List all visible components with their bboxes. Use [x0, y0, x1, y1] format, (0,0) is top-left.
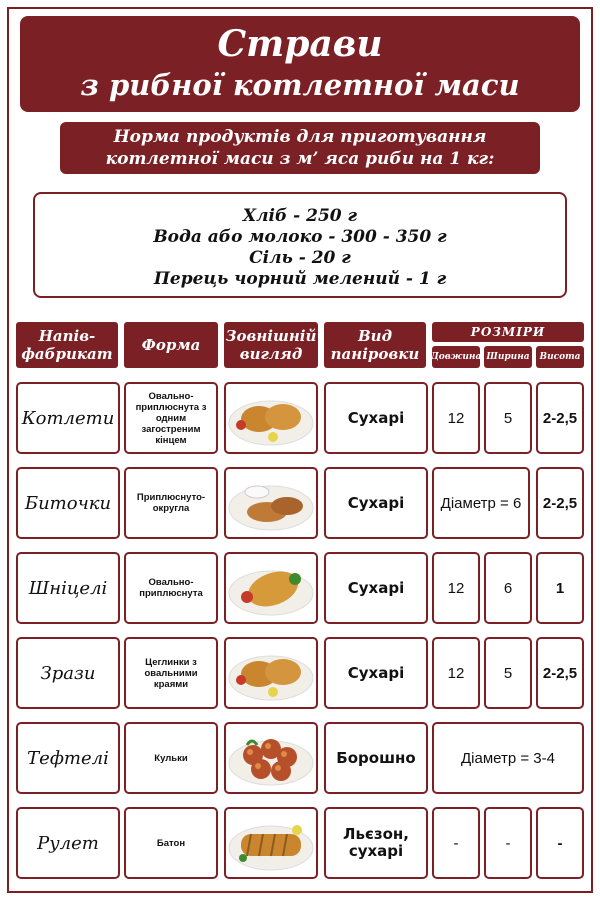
row-5-image — [224, 722, 318, 794]
row-4-height — [536, 637, 584, 709]
row-4-width — [484, 637, 532, 709]
row-3-form-text: Овально-приплюснута — [139, 577, 203, 599]
row-3-breading-text: Сухарі — [347, 578, 405, 597]
row-1-length — [432, 382, 480, 454]
row-4-image — [224, 637, 318, 709]
row-3-length-text: 12 — [447, 579, 465, 597]
row-3-name — [16, 552, 120, 624]
row-6-name-text: Рулет — [37, 832, 99, 854]
row-6-form — [124, 807, 218, 879]
roulade-photo — [227, 812, 315, 874]
norma-banner — [60, 122, 540, 174]
row-5-name-text: Тефтелі — [27, 747, 109, 769]
row-5-name — [16, 722, 120, 794]
row-6-length — [432, 807, 480, 879]
row-1-name — [16, 382, 120, 454]
row-2-form-text: Приплюснуто-округла — [136, 492, 206, 514]
row-2-diameter — [432, 467, 530, 539]
row-6-length-text: - — [453, 834, 459, 852]
header-sizes: РОЗМІРИ — [432, 322, 584, 342]
row-5-form — [124, 722, 218, 794]
row-6-width-text: - — [505, 834, 511, 852]
row-5-form-text: Кульки — [154, 752, 188, 764]
header-height: Висота — [536, 346, 584, 368]
row-1-width — [484, 382, 532, 454]
header-product: Напів-фабрикат — [16, 322, 118, 368]
row-3-form — [124, 552, 218, 624]
row-2-form — [124, 467, 218, 539]
header-length: Довжина — [432, 346, 480, 368]
row-6-form-text: Батон — [156, 837, 186, 849]
row-4-length-text: 12 — [447, 664, 465, 682]
row-6-breading — [324, 807, 428, 879]
title-line-1: Страви — [217, 23, 383, 65]
ingredient-salt: Сіль - 20 г — [249, 248, 351, 268]
row-4-length — [432, 637, 480, 709]
zrazy-photo — [227, 642, 315, 704]
row-2-height — [536, 467, 584, 539]
title-line-2: з рибної котлетної маси — [80, 68, 520, 102]
row-3-breading — [324, 552, 428, 624]
row-3-height — [536, 552, 584, 624]
ingredient-pepper: Перець чорний мелений - 1 г — [153, 269, 447, 289]
row-4-form — [124, 637, 218, 709]
row-3-width — [484, 552, 532, 624]
row-1-width-text: 5 — [503, 409, 513, 427]
row-6-width — [484, 807, 532, 879]
row-4-form-text: Цеглинки з овальними краями — [144, 656, 198, 690]
row-3-name-text: Шніцелі — [28, 577, 108, 599]
row-2-height-text: 2-2,5 — [542, 494, 578, 512]
norma-line-2: котлетної маси з м’ яса риби на 1 кг: — [105, 149, 495, 169]
row-3-width-text: 6 — [503, 579, 513, 597]
row-2-name-text: Биточки — [24, 492, 112, 514]
row-2-image — [224, 467, 318, 539]
row-1-height — [536, 382, 584, 454]
header-width: Ширина — [484, 346, 532, 368]
row-6-height — [536, 807, 584, 879]
patties-photo — [227, 472, 315, 534]
row-2-name — [16, 467, 120, 539]
row-2-breading — [324, 467, 428, 539]
row-3-image — [224, 552, 318, 624]
row-4-breading — [324, 637, 428, 709]
norma-line-1: Норма продуктів для приготування — [113, 127, 487, 147]
meatballs-photo — [227, 727, 315, 789]
title-banner — [20, 16, 580, 112]
row-4-name — [16, 637, 120, 709]
ingredient-bread: Хліб - 250 г — [242, 206, 358, 226]
header-form: Форма — [124, 322, 218, 368]
row-2-diameter-text: Діаметр = 6 — [440, 494, 522, 512]
row-1-name-text: Котлети — [21, 407, 115, 429]
row-1-breading-text: Сухарі — [347, 408, 405, 427]
header-breading: Вид паніровки — [324, 322, 426, 368]
row-1-image — [224, 382, 318, 454]
row-4-height-text: 2-2,5 — [542, 664, 578, 682]
row-1-form — [124, 382, 218, 454]
header-look: Зовнішній вигляд — [224, 322, 318, 368]
row-4-width-text: 5 — [503, 664, 513, 682]
row-1-breading — [324, 382, 428, 454]
row-5-diameter-text: Діаметр = 3-4 — [461, 749, 555, 767]
row-6-breading-text: Льєзон, сухарі — [343, 825, 409, 860]
row-3-height-text: 1 — [555, 579, 565, 597]
schnitzel-photo — [227, 557, 315, 619]
row-2-breading-text: Сухарі — [347, 493, 405, 512]
row-1-length-text: 12 — [447, 409, 465, 427]
row-6-name — [16, 807, 120, 879]
row-1-form-text: Овально-приплюснута з одним загостреним кінцем — [135, 390, 207, 446]
ingredients-box — [33, 192, 567, 298]
row-3-length — [432, 552, 480, 624]
row-6-image — [224, 807, 318, 879]
row-6-height-text: - — [557, 834, 563, 852]
row-5-diameter — [432, 722, 584, 794]
ingredient-water: Вода або молоко - 300 - 350 г — [153, 227, 447, 247]
row-1-height-text: 2-2,5 — [542, 409, 578, 427]
row-4-breading-text: Сухарі — [347, 663, 405, 682]
row-4-name-text: Зрази — [40, 662, 96, 684]
row-5-breading-text: Борошно — [336, 748, 416, 767]
row-5-breading — [324, 722, 428, 794]
cutlets-photo — [227, 387, 315, 449]
